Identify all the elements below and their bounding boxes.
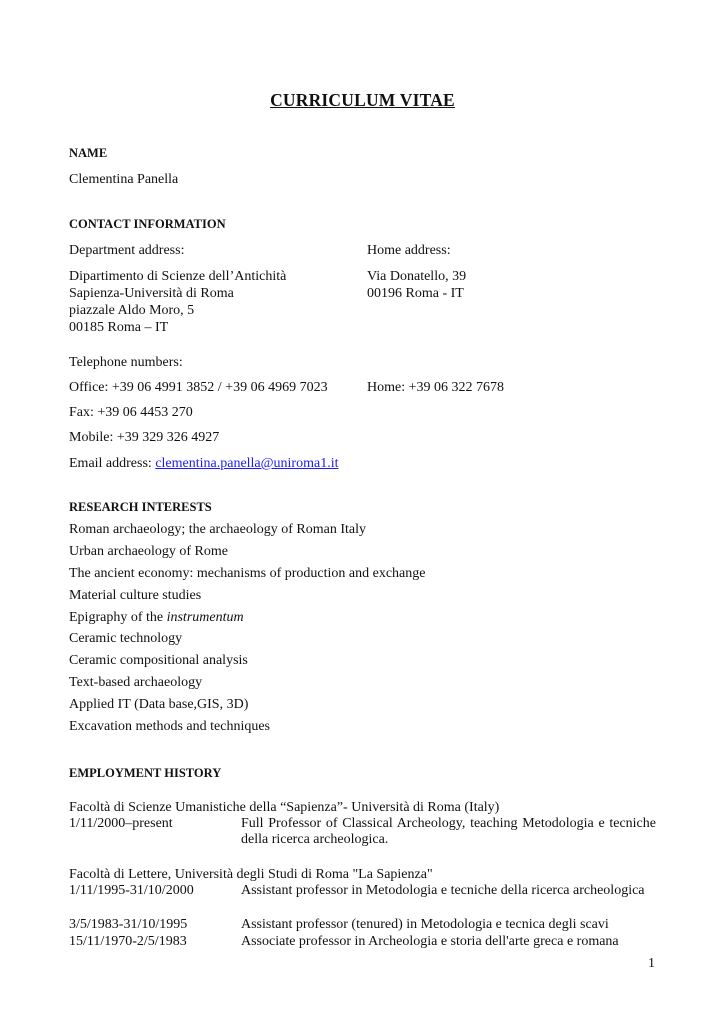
department-address-line: Dipartimento di Scienze dell’Antichità: [69, 269, 287, 284]
list-item: Urban archaeology of Rome: [69, 544, 228, 559]
list-item: Applied IT (Data base,GIS, 3D): [69, 697, 249, 712]
employment-date: 3/5/1983-31/10/1995: [69, 917, 188, 932]
employment-date: 1/11/1995-31/10/2000: [69, 883, 194, 898]
list-item: Text-based archaeology: [69, 675, 203, 690]
list-item: The ancient economy: mechanisms of production and exchange: [69, 566, 426, 581]
department-address-label: Department address:: [69, 243, 185, 258]
employment-heading: EMPLOYMENT HISTORY: [69, 766, 222, 780]
department-address-line: Sapienza-Università di Roma: [69, 286, 234, 301]
email-label: Email address:: [69, 456, 156, 471]
employment-description: Associate professor in Archeologia e storia dell'arte greca e romana: [241, 934, 619, 949]
institution-name: Facoltà di Lettere, Università degli Studi di Roma "La Sapienza": [69, 867, 433, 882]
fax-number: Fax: +39 06 4453 270: [69, 405, 193, 420]
person-name: Clementina Panella: [69, 172, 179, 187]
office-phone: Office: +39 06 4991 3852 / +39 06 4969 7023: [69, 380, 328, 395]
home-address-line: Via Donatello, 39: [367, 269, 467, 284]
list-item: Roman archaeology; the archaeology of Roman Italy: [69, 522, 367, 537]
email-link[interactable]: clementina.panella@uniroma1.it: [155, 456, 339, 471]
email-line: [69, 455, 338, 472]
name-heading: NAME: [69, 146, 108, 160]
list-item: [69, 610, 244, 626]
epigraphy-text: Epigraphy of the: [69, 610, 167, 625]
mobile-number: Mobile: +39 329 326 4927: [69, 430, 220, 445]
list-item: Excavation methods and techniques: [69, 719, 270, 734]
page-number: 1: [648, 956, 655, 971]
home-address-label: Home address:: [367, 243, 451, 258]
employment-date: 1/11/2000–present: [69, 816, 173, 831]
department-address-line: piazzale Aldo Moro, 5: [69, 303, 195, 318]
department-address-line: 00185 Roma – IT: [69, 320, 169, 335]
document-title: CURRICULUM VITAE: [270, 90, 455, 110]
employment-description: Full Professor of Classical Archeology, teaching Metodologia e tecniche della ricerca archeologica.: [241, 816, 656, 847]
contact-heading: CONTACT INFORMATION: [69, 217, 226, 231]
list-item: Ceramic technology: [69, 631, 183, 646]
research-heading: RESEARCH INTERESTS: [69, 500, 212, 514]
employment-date: 15/11/1970-2/5/1983: [69, 934, 187, 949]
telephone-label: Telephone numbers:: [69, 355, 183, 370]
institution-name: Facoltà di Scienze Umanistiche della “Sapienza”- Università di Roma (Italy): [69, 800, 500, 815]
list-item: Ceramic compositional analysis: [69, 653, 248, 668]
epigraphy-italic: instrumentum: [166, 610, 244, 625]
home-phone: Home: +39 06 322 7678: [367, 380, 504, 395]
employment-description: Assistant professor (tenured) in Metodologia e tecnica degli scavi: [241, 917, 609, 932]
list-item: Material culture studies: [69, 588, 202, 603]
home-address-line: 00196 Roma - IT: [367, 286, 464, 301]
employment-description: Assistant professor in Metodologia e tecniche della ricerca archeologica: [241, 883, 645, 898]
